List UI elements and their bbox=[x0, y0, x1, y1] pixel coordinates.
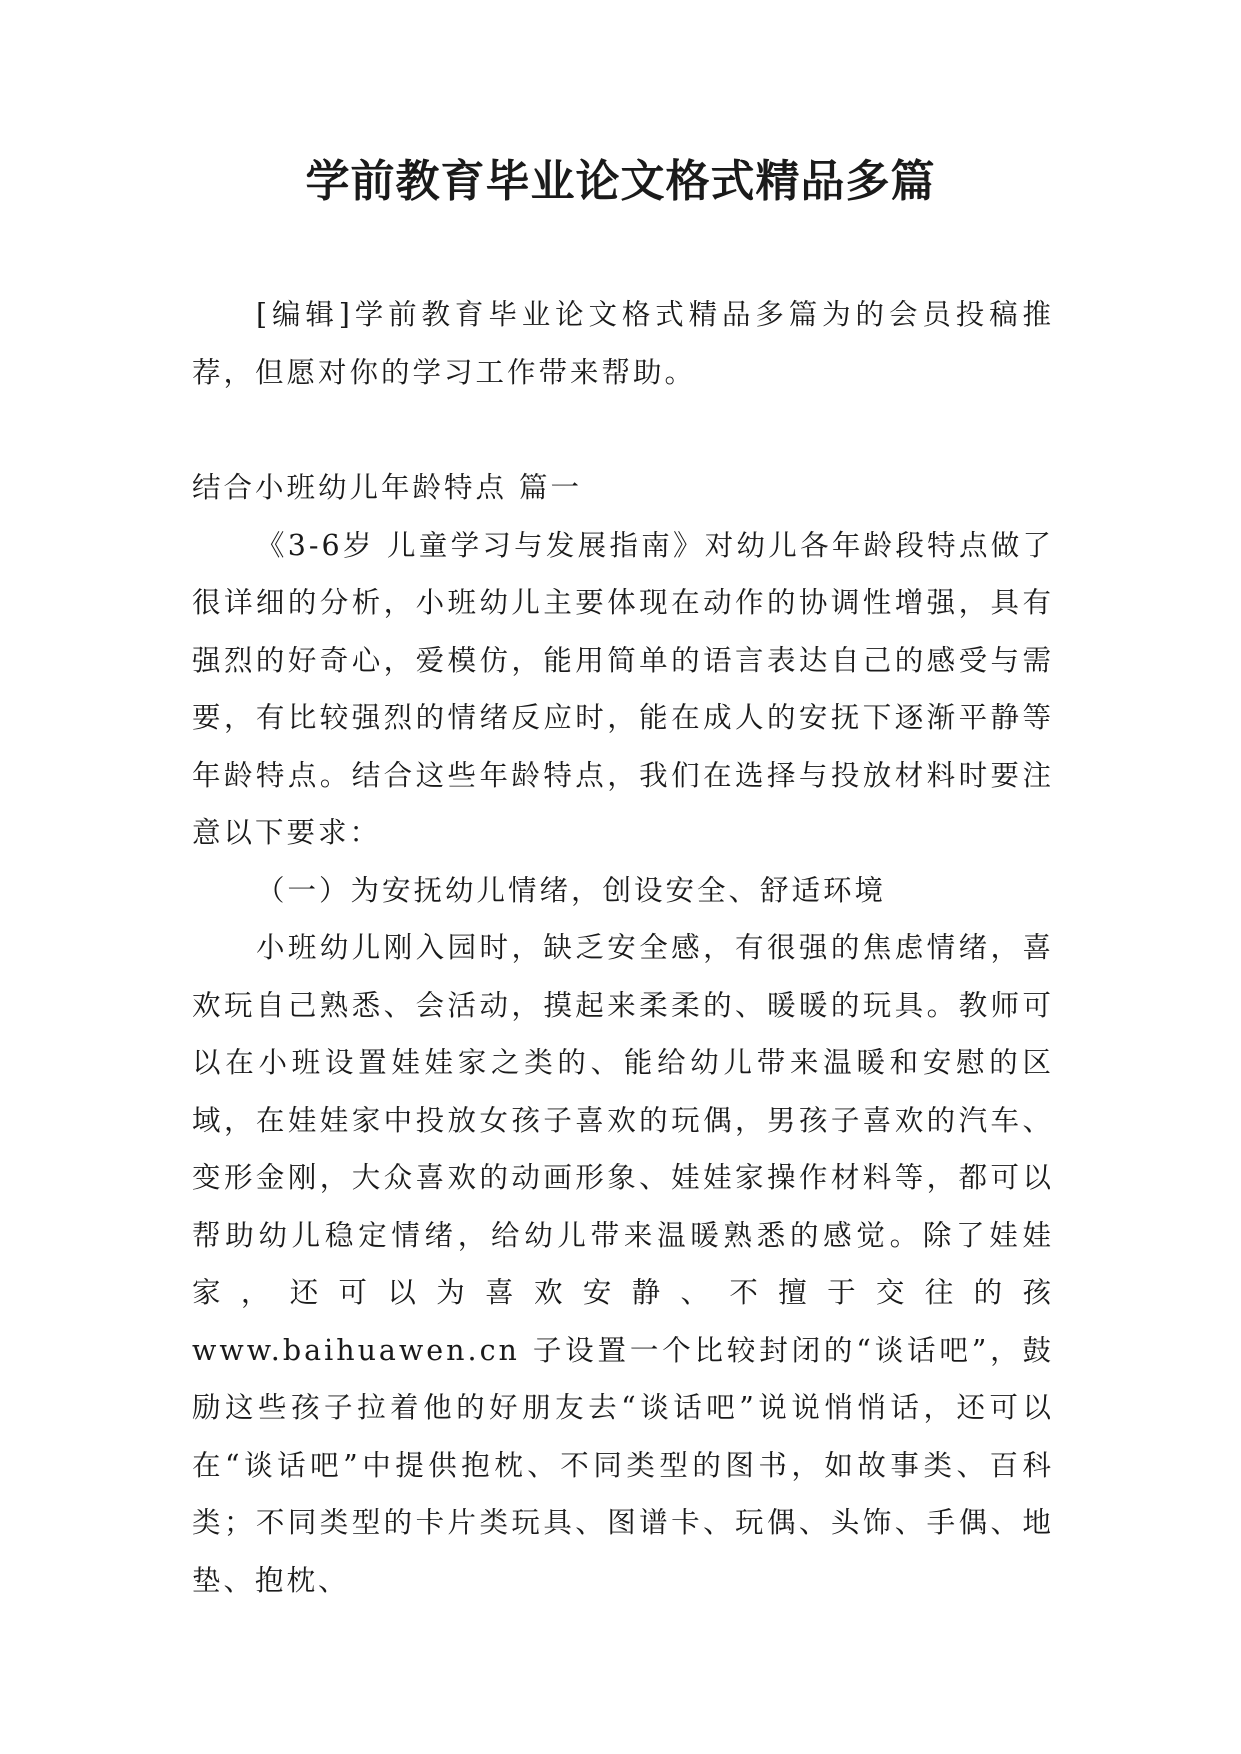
intro-paragraph: [编辑]学前教育毕业论文格式精品多篇为的会员投稿推荐，但愿对你的学习工作带来帮助。 bbox=[192, 298, 1054, 389]
subheading-1: （一）为安抚幼儿情绪，创设安全、舒适环境 bbox=[256, 873, 887, 907]
document-body bbox=[192, 286, 1054, 1609]
body-paragraph-1: 《3-6岁 儿童学习与发展指南》对幼儿各年龄段特点做了很详细的分析，小班幼儿主要体现在动作的协调性增强，具有强烈的好奇心，爱模仿，能用简单的语言表达自己的感受与需要，有比较强烈的情绪反应时，能在成人的安抚下逐渐平静等年龄特点。结合这些年龄特点，我们在选择与投放材料时要注意以下要求： bbox=[192, 528, 1054, 849]
section-heading: 结合小班幼儿年龄特点 篇一 bbox=[192, 471, 583, 504]
paragraph-gap bbox=[192, 401, 1054, 459]
body-paragraph-2: 小班幼儿刚入园时，缺乏安全感，有很强的焦虑情绪，喜欢玩自己熟悉、会活动，摸起来柔柔的、暖暖的玩具。教师可以在小班设置娃娃家之类的、能给幼儿带来温暖和安慰的区域，在娃娃家中投放女孩子喜欢的玩偶，男孩子喜欢的汽车、变形金刚，大众喜欢的动画形象、娃娃家操作材料等，都可以帮助幼儿稳定情绪，给幼儿带来温暖熟悉的感觉。除了娃娃家，还可以为喜欢安静、不擅于交往的孩 www.baihuawen.cn 子设置一个比较封闭的“谈话吧”，鼓励这些孩子拉着他的好朋友去“谈话吧”说说悄悄话，还可以在“谈话吧”中提供抱枕、不同类型的图书，如故事类、百科类；不同类型的卡片类玩具、图谱卡、玩偶、头饰、手偶、地垫、抱枕、 bbox=[192, 931, 1054, 1597]
document-title: 学前教育毕业论文格式精品多篇 bbox=[305, 156, 936, 207]
